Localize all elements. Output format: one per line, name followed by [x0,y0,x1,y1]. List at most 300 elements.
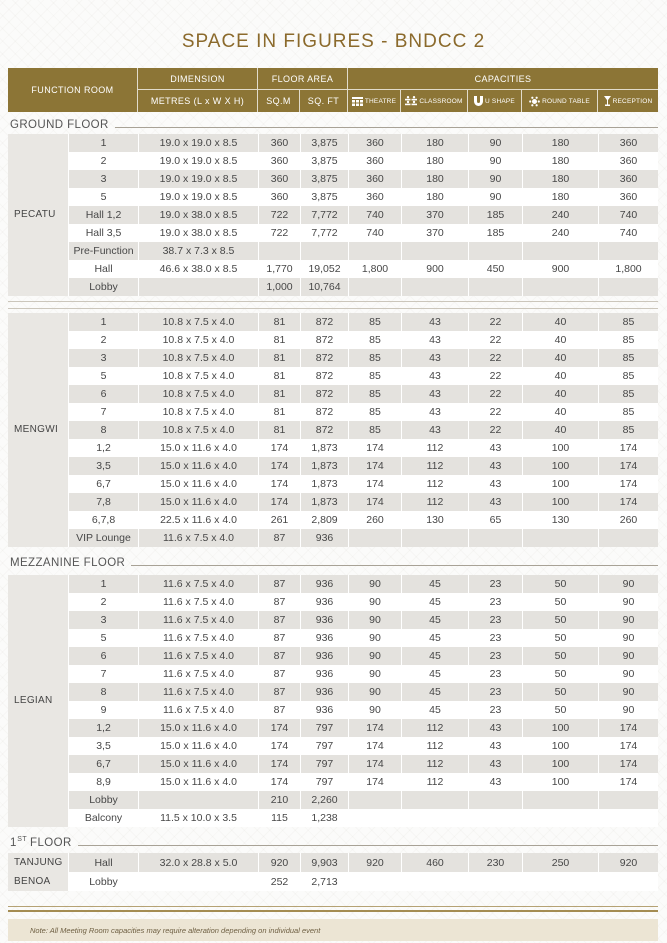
sqm-header: SQ.M [258,90,300,112]
u-shape-capacity-cell [468,809,522,827]
sqft-cell: 936 [300,629,348,647]
classroom-capacity-cell: 112 [401,475,468,493]
table-row [68,575,658,593]
table-row [68,134,658,152]
sqft-cell: 1,873 [300,493,348,511]
classroom-label: CLASSROOM [419,97,463,105]
round-table-capacity-cell: 100 [522,475,598,493]
round-table-capacity-cell: 40 [522,331,598,349]
theatre-capacity-cell: 90 [348,683,401,701]
floor-heading [8,112,658,134]
theatre-capacity-cell: 85 [348,313,401,331]
room-name-cell: 2 [68,331,138,349]
dimension-unit-header: METRES (L x W X H) [138,90,258,112]
floor-heading-label: GROUND FLOOR [10,119,109,131]
reception-capacity-cell [598,529,658,547]
theatre-capacity-cell [348,529,401,547]
table-row [68,755,658,773]
group-name-line: PECATU [14,209,56,220]
classroom-capacity-cell: 900 [401,260,468,278]
room-name-cell: 8,9 [68,773,138,791]
classroom-capacity-cell: 130 [401,511,468,529]
sqm-cell: 81 [258,349,300,367]
dimension-cell [138,872,258,891]
classroom-capacity-cell [401,529,468,547]
theatre-capacity-cell: 174 [348,773,401,791]
classroom-capacity-cell: 45 [401,593,468,611]
theatre-capacity-cell: 90 [348,575,401,593]
table-row [68,475,658,493]
reception-capacity-cell: 85 [598,313,658,331]
classroom-capacity-cell: 43 [401,385,468,403]
reception-capacity-cell: 1,800 [598,260,658,278]
sqft-cell: 936 [300,665,348,683]
round-table-capacity-cell: 40 [522,403,598,421]
table-row [68,872,658,891]
theatre-capacity-cell: 85 [348,385,401,403]
u-shape-capacity-cell: 43 [468,475,522,493]
u-shape-capacity-cell: 43 [468,493,522,511]
sqft-cell: 936 [300,593,348,611]
sqm-cell: 1,000 [258,278,300,296]
classroom-capacity-cell: 43 [401,331,468,349]
classroom-capacity-cell [401,278,468,296]
room-name-cell: 5 [68,629,138,647]
u-shape-capacity-cell: 43 [468,457,522,475]
reception-capacity-cell: 260 [598,511,658,529]
floor-heading-rule [78,845,658,846]
room-name-cell: 3 [68,170,138,188]
classroom-capacity-cell: 112 [401,439,468,457]
classroom-capacity-cell: 45 [401,611,468,629]
dimension-cell: 46.6 x 38.0 x 8.5 [138,260,258,278]
table-row [68,439,658,457]
sqm-cell: 722 [258,206,300,224]
classroom-capacity-cell [401,242,468,260]
table-row [68,385,658,403]
group-name [8,313,68,547]
sqft-cell: 797 [300,755,348,773]
round-table-capacity-cell [522,809,598,827]
theatre-capacity-cell: 90 [348,611,401,629]
dimension-cell: 11.6 x 7.5 x 4.0 [138,529,258,547]
dimension-cell [138,791,258,809]
room-name-cell: Balcony [68,809,138,827]
sqft-cell: 872 [300,421,348,439]
u-shape-capacity-cell: 23 [468,593,522,611]
sqm-cell: 87 [258,575,300,593]
u-shape-label: U SHAPE [485,97,515,105]
round-table-capacity-cell: 50 [522,593,598,611]
theatre-capacity-cell: 174 [348,755,401,773]
theatre-column-header [348,90,401,112]
function-room-group [8,134,658,296]
classroom-capacity-cell: 112 [401,737,468,755]
round-table-capacity-cell: 40 [522,385,598,403]
sqm-cell: 174 [258,719,300,737]
dimension-cell: 15.0 x 11.6 x 4.0 [138,755,258,773]
table-row [68,367,658,385]
table-row [68,493,658,511]
sqm-cell: 81 [258,403,300,421]
dimension-cell: 19.0 x 19.0 x 8.5 [138,170,258,188]
theatre-capacity-cell [348,809,401,827]
classroom-capacity-cell [401,791,468,809]
reception-capacity-cell: 85 [598,403,658,421]
sqft-cell: 3,875 [300,188,348,206]
round-table-column-header [522,90,598,112]
reception-capacity-cell: 740 [598,206,658,224]
round-table-capacity-cell: 100 [522,719,598,737]
floor-heading-text [8,837,72,849]
function-room-group [8,853,658,891]
round-table-icon [529,96,540,107]
reception-capacity-cell: 174 [598,475,658,493]
reception-capacity-cell: 85 [598,385,658,403]
reception-capacity-cell: 174 [598,773,658,791]
sqm-cell: 920 [258,853,300,872]
room-name-cell: 1 [68,313,138,331]
round-table-capacity-cell [522,529,598,547]
table-row [68,421,658,439]
round-table-capacity-cell [522,278,598,296]
room-name-cell: 3 [68,611,138,629]
u-shape-capacity-cell: 450 [468,260,522,278]
sqft-cell: 872 [300,313,348,331]
theatre-capacity-cell: 740 [348,206,401,224]
sqm-cell: 81 [258,421,300,439]
theatre-capacity-cell: 90 [348,593,401,611]
table-row [68,170,658,188]
sqft-cell [300,242,348,260]
reception-capacity-cell: 174 [598,457,658,475]
sqft-cell: 936 [300,683,348,701]
floor-heading [8,547,658,575]
reception-capacity-cell: 85 [598,349,658,367]
sqft-cell: 1,873 [300,439,348,457]
table-row [68,152,658,170]
theatre-capacity-cell: 740 [348,224,401,242]
theatre-capacity-cell: 85 [348,331,401,349]
round-table-capacity-cell: 180 [522,170,598,188]
theatre-capacity-cell: 90 [348,665,401,683]
dimension-cell: 11.6 x 7.5 x 4.0 [138,629,258,647]
round-table-capacity-cell: 180 [522,134,598,152]
theatre-capacity-cell: 174 [348,439,401,457]
dimension-cell: 10.8 x 7.5 x 4.0 [138,349,258,367]
dimension-cell: 11.6 x 7.5 x 4.0 [138,575,258,593]
round-table-capacity-cell: 250 [522,853,598,872]
table-row [68,737,658,755]
theatre-capacity-cell: 174 [348,737,401,755]
reception-capacity-cell: 90 [598,629,658,647]
floor-heading-text [8,119,109,131]
room-name-cell: 3 [68,349,138,367]
reception-label: RECEPTION [612,97,653,105]
reception-capacity-cell: 174 [598,493,658,511]
classroom-capacity-cell: 180 [401,152,468,170]
round-table-capacity-cell: 100 [522,755,598,773]
table-row [68,529,658,547]
function-room-header: FUNCTION ROOM [8,68,138,112]
group-name [8,575,68,827]
round-table-capacity-cell: 100 [522,773,598,791]
classroom-capacity-cell: 112 [401,457,468,475]
u-shape-capacity-cell: 22 [468,349,522,367]
dimension-cell: 11.6 x 7.5 x 4.0 [138,665,258,683]
round-table-capacity-cell: 50 [522,683,598,701]
room-name-cell: 9 [68,701,138,719]
dimension-cell: 19.0 x 38.0 x 8.5 [138,224,258,242]
round-table-capacity-cell: 180 [522,152,598,170]
u-shape-capacity-cell: 22 [468,313,522,331]
dimension-cell: 15.0 x 11.6 x 4.0 [138,719,258,737]
room-name-cell: 5 [68,367,138,385]
round-table-capacity-cell: 50 [522,629,598,647]
theatre-capacity-cell: 174 [348,719,401,737]
u-shape-icon [474,96,483,106]
sqm-cell: 1,770 [258,260,300,278]
table-row [68,809,658,827]
theatre-capacity-cell: 1,800 [348,260,401,278]
table-row [68,278,658,296]
sqm-cell: 722 [258,224,300,242]
group-rows [68,575,658,827]
reception-capacity-cell [598,278,658,296]
dimension-header: DIMENSION [138,68,258,90]
footer-rule-thick [8,910,658,912]
u-shape-capacity-cell [468,529,522,547]
u-shape-capacity-cell: 43 [468,755,522,773]
table-row [68,349,658,367]
table-row [68,683,658,701]
room-name-cell: 1 [68,575,138,593]
sqft-cell: 7,772 [300,206,348,224]
u-shape-capacity-cell: 23 [468,629,522,647]
dimension-cell: 19.0 x 19.0 x 8.5 [138,134,258,152]
room-name-cell: Hall [68,853,138,872]
sqft-cell: 3,875 [300,170,348,188]
reception-capacity-cell [598,242,658,260]
floor-area-header: FLOOR AREA [258,68,348,90]
u-shape-capacity-cell: 22 [468,385,522,403]
reception-capacity-cell: 360 [598,188,658,206]
sqm-cell: 360 [258,152,300,170]
room-name-cell: Pre-Function [68,242,138,260]
room-name-cell: 5 [68,188,138,206]
sqft-cell: 797 [300,773,348,791]
capacities-header: CAPACITIES [348,68,658,90]
floor-heading-rule [115,127,658,128]
footnote-band [8,919,658,941]
sqm-cell: 87 [258,611,300,629]
sqm-cell: 174 [258,773,300,791]
floor-heading-ordinal: ST [17,836,28,843]
sqft-cell: 7,772 [300,224,348,242]
page-title: SPACE IN FIGURES - BNDCC 2 [181,31,486,52]
u-shape-capacity-cell: 23 [468,683,522,701]
sqft-cell: 19,052 [300,260,348,278]
u-shape-capacity-cell: 43 [468,737,522,755]
sqft-cell: 9,903 [300,853,348,872]
sqft-cell: 797 [300,737,348,755]
u-shape-capacity-cell: 23 [468,665,522,683]
room-name-cell: 3,5 [68,457,138,475]
round-table-capacity-cell: 50 [522,701,598,719]
room-name-cell: 6 [68,385,138,403]
round-table-capacity-cell: 130 [522,511,598,529]
classroom-capacity-cell: 43 [401,403,468,421]
sqm-cell: 87 [258,701,300,719]
dimension-cell: 11.6 x 7.5 x 4.0 [138,593,258,611]
round-table-capacity-cell: 40 [522,349,598,367]
footer-rule [8,906,658,907]
reception-icon [604,96,611,106]
u-shape-capacity-cell: 22 [468,367,522,385]
classroom-capacity-cell: 180 [401,170,468,188]
reception-capacity-cell: 85 [598,421,658,439]
room-name-cell: 1 [68,134,138,152]
floor-heading-label: 1 [10,837,17,849]
sqft-cell: 2,809 [300,511,348,529]
classroom-capacity-cell: 370 [401,206,468,224]
floor-section [8,547,658,827]
u-shape-capacity-cell: 90 [468,188,522,206]
sqft-cell: 3,875 [300,134,348,152]
room-name-cell: 1,2 [68,719,138,737]
group-name [8,853,68,891]
sqft-cell: 872 [300,349,348,367]
round-table-capacity-cell: 100 [522,457,598,475]
reception-capacity-cell: 174 [598,737,658,755]
dimension-cell: 10.8 x 7.5 x 4.0 [138,421,258,439]
table-row [68,611,658,629]
sqft-cell: 936 [300,701,348,719]
classroom-capacity-cell: 45 [401,701,468,719]
u-shape-capacity-cell: 22 [468,331,522,349]
table-row [68,331,658,349]
group-name-line: BENOA [14,876,51,887]
dimension-cell: 11.5 x 10.0 x 3.5 [138,809,258,827]
room-name-cell: 2 [68,593,138,611]
reception-capacity-cell: 85 [598,367,658,385]
floor-heading [8,827,658,853]
u-shape-capacity-cell: 43 [468,773,522,791]
round-table-label: ROUND TABLE [542,97,590,105]
room-name-cell: 2 [68,152,138,170]
table-row [68,313,658,331]
sqft-cell: 2,713 [300,872,348,891]
table-row [68,647,658,665]
reception-capacity-cell: 360 [598,170,658,188]
u-shape-capacity-cell: 22 [468,403,522,421]
round-table-capacity-cell: 100 [522,439,598,457]
u-shape-capacity-cell: 185 [468,224,522,242]
sqft-cell: 936 [300,647,348,665]
room-name-cell: 6,7 [68,475,138,493]
reception-capacity-cell: 90 [598,683,658,701]
u-shape-capacity-cell: 90 [468,170,522,188]
sqft-cell: 1,873 [300,475,348,493]
room-name-cell: 7 [68,665,138,683]
sqft-cell: 872 [300,331,348,349]
sqm-cell: 360 [258,134,300,152]
floor-section [8,112,658,547]
room-name-cell: VIP Lounge [68,529,138,547]
theatre-capacity-cell: 85 [348,367,401,385]
classroom-capacity-cell: 45 [401,629,468,647]
classroom-capacity-cell: 45 [401,575,468,593]
dimension-cell [138,278,258,296]
classroom-capacity-cell: 112 [401,755,468,773]
table-row [68,242,658,260]
sqm-cell: 87 [258,647,300,665]
theatre-capacity-cell: 174 [348,457,401,475]
classroom-capacity-cell [401,872,468,891]
theatre-capacity-cell: 174 [348,475,401,493]
u-shape-capacity-cell: 23 [468,701,522,719]
table-row [68,188,658,206]
theatre-capacity-cell [348,872,401,891]
dimension-cell: 19.0 x 19.0 x 8.5 [138,152,258,170]
footnote-text: Note: All Meeting Room capacities may require alteration depending on individual event [30,925,321,935]
round-table-capacity-cell: 50 [522,611,598,629]
sqft-cell: 936 [300,611,348,629]
room-name-cell: 6 [68,647,138,665]
theatre-capacity-cell [348,791,401,809]
function-room-group [8,575,658,827]
sqm-cell: 252 [258,872,300,891]
classroom-capacity-cell [401,809,468,827]
sqm-cell: 360 [258,188,300,206]
room-name-cell: Lobby [68,872,138,891]
sqft-cell: 797 [300,719,348,737]
dimension-cell: 11.6 x 7.5 x 4.0 [138,647,258,665]
room-name-cell: Hall [68,260,138,278]
classroom-capacity-cell: 460 [401,853,468,872]
theatre-capacity-cell: 920 [348,853,401,872]
reception-capacity-cell: 174 [598,755,658,773]
table-row [68,791,658,809]
u-shape-capacity-cell [468,278,522,296]
round-table-capacity-cell: 900 [522,260,598,278]
sqm-cell: 210 [258,791,300,809]
theatre-capacity-cell: 90 [348,701,401,719]
classroom-capacity-cell: 43 [401,349,468,367]
classroom-capacity-cell: 112 [401,493,468,511]
group-name-line: MENGWI [14,424,59,435]
theatre-capacity-cell: 90 [348,647,401,665]
sqft-cell: 1,873 [300,457,348,475]
table-row [68,719,658,737]
round-table-capacity-cell: 40 [522,421,598,439]
reception-capacity-cell [598,872,658,891]
sqft-cell: 936 [300,575,348,593]
theatre-capacity-cell: 85 [348,349,401,367]
u-shape-capacity-cell: 90 [468,152,522,170]
classroom-capacity-cell: 180 [401,134,468,152]
u-shape-column-header [468,90,522,112]
dimension-cell: 19.0 x 19.0 x 8.5 [138,188,258,206]
sqm-cell: 174 [258,755,300,773]
round-table-capacity-cell: 40 [522,367,598,385]
sqm-cell: 81 [258,313,300,331]
sqft-cell: 1,238 [300,809,348,827]
reception-capacity-cell: 740 [598,224,658,242]
reception-capacity-cell: 85 [598,331,658,349]
dimension-cell: 10.8 x 7.5 x 4.0 [138,313,258,331]
reception-capacity-cell: 360 [598,134,658,152]
